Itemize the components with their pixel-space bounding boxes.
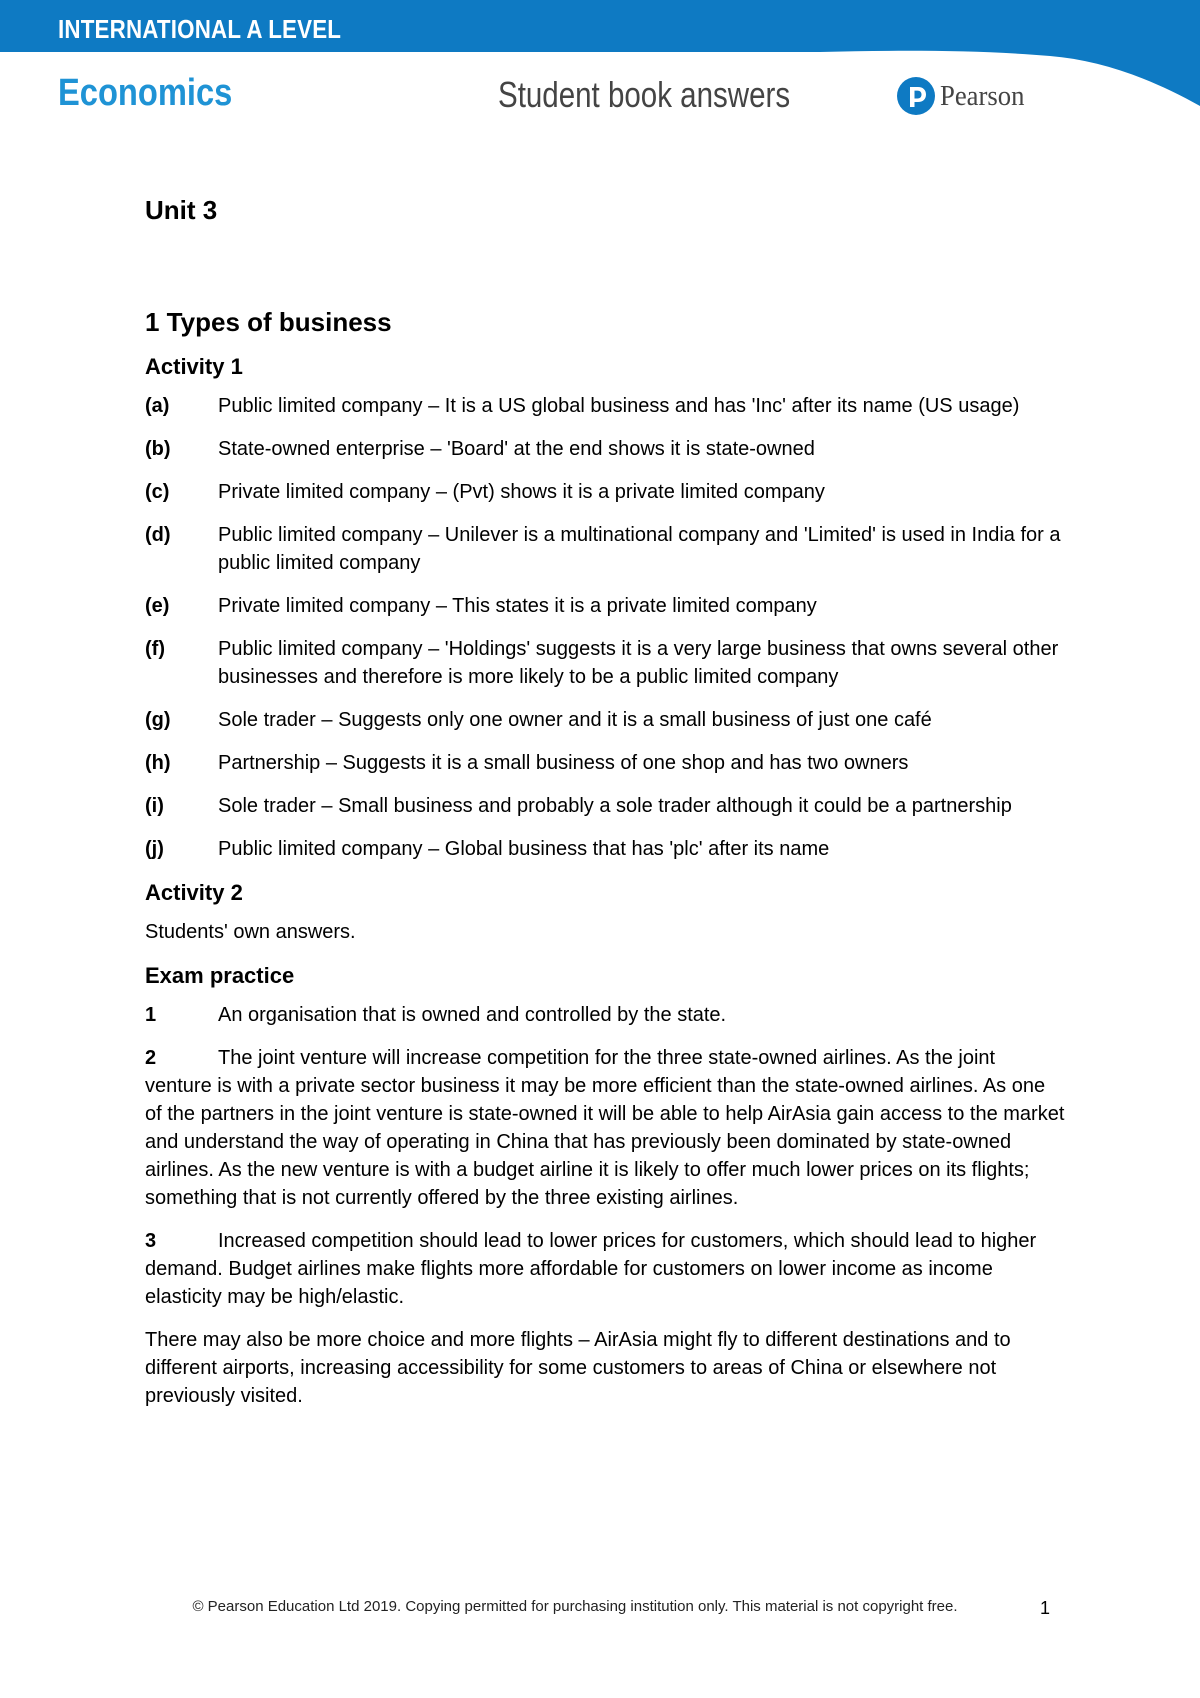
list-item-label: (j) [145, 838, 164, 860]
list-item-label: (h) [145, 752, 171, 774]
list-item-text: Sole trader – Small business and probably a sole trader although it could be a partnership [218, 795, 1012, 817]
exam-practice-extra-paragraph: There may also be more choice and more flights – AirAsia might fly to different destinations and to different airports, increasing accessibility for some customers to areas of China or elsewhere not previously visited. [145, 1329, 1011, 1407]
page-number: 1 [1040, 1598, 1051, 1618]
page-header [0, 0, 1200, 130]
list-item-label: (d) [145, 524, 171, 546]
exam-answer-number: 1 [145, 1004, 157, 1026]
list-item-text: Public limited company – Unilever is a multinational company and 'Limited' is used in India for a public limited company [218, 524, 1061, 574]
list-item [145, 478, 1065, 506]
exam-practice-heading: Exam practice [145, 963, 295, 988]
list-item [145, 835, 1065, 863]
subject-title: Economics [58, 72, 233, 114]
list-item-text: Public limited company – Global business that has 'plc' after its name [218, 838, 830, 860]
list-item-label: (b) [145, 438, 171, 460]
list-item [145, 749, 1065, 777]
list-item-label: (a) [145, 395, 170, 417]
activity-2-heading: Activity 2 [145, 880, 243, 905]
list-item-text: Public limited company – 'Holdings' suggests it is a very large business that owns several other businesses and therefore is more likely to be a public limited company [218, 638, 1059, 688]
list-item [145, 592, 1065, 620]
pearson-logo-icon [896, 76, 936, 116]
unit-title: Unit 3 [145, 195, 218, 225]
exam-answer-text: An organisation that is owned and controlled by the state. [218, 1004, 727, 1026]
list-item [145, 635, 1065, 691]
publisher-logo [896, 76, 1046, 120]
list-item-text: Private limited company – (Pvt) shows it is a private limited company [218, 481, 825, 503]
list-item-label: (i) [145, 795, 164, 817]
list-item-label: (e) [145, 595, 170, 617]
list-item-text: Public limited company – It is a US global business and has 'Inc' after its name (US usage) [218, 395, 1020, 417]
list-item [145, 706, 1065, 734]
exam-answer-text: Increased competition should lead to lower prices for customers, which should lead to higher demand. Budget airlines make flights more affordable for customers on lower income as income elasticity may be high/elastic. [145, 1230, 1037, 1308]
page-content [145, 190, 1065, 1425]
series-label: INTERNATIONAL A LEVEL [58, 14, 342, 44]
list-item-text: Partnership – Suggests it is a small business of one shop and has two owners [218, 752, 909, 774]
list-item-label: (c) [145, 481, 170, 503]
footer-copyright: © Pearson Education Ltd 2019. Copying permitted for purchasing institution only. This material is not copyright free. [192, 1598, 958, 1615]
list-item [145, 392, 1065, 420]
publisher-name: Pearson [940, 80, 1025, 112]
list-item [145, 521, 1065, 577]
list-item [145, 435, 1065, 463]
book-type-label: Student book answers [498, 74, 791, 115]
list-item-text: Private limited company – This states it is a private limited company [218, 595, 817, 617]
list-item-label: (g) [145, 709, 171, 731]
list-item-text: State-owned enterprise – 'Board' at the end shows it is state-owned [218, 438, 815, 460]
exam-practice-answers [145, 1001, 1065, 1311]
list-item-label: (f) [145, 638, 165, 660]
exam-answer [145, 1044, 1065, 1212]
section-title: 1 Types of business [145, 307, 392, 337]
list-item [145, 792, 1065, 820]
exam-answer [145, 1227, 1065, 1311]
activity-1-heading: Activity 1 [145, 354, 243, 379]
activity-2-text: Students' own answers. [145, 921, 356, 943]
list-item-text: Sole trader – Suggests only one owner and it is a small business of just one café [218, 709, 932, 731]
exam-answer [145, 1001, 1065, 1029]
activity-1-list [145, 392, 1065, 863]
exam-answer-text: The joint venture will increase competition for the three state-owned airlines. As the joint venture is with a private sector business it may be more efficient than the state-owned airlines. As one of the partners in the joint venture is state-owned it will be able to help AirAsia gain access to the market and understand the way of operating in China that has previously been dominated by state-owned airlines. As the new venture is with a budget airline it is likely to offer much lower prices on its flights; something that is not currently offered by the three existing airlines. [145, 1047, 1065, 1209]
exam-answer-number: 3 [145, 1230, 157, 1252]
exam-answer-number: 2 [145, 1047, 157, 1069]
